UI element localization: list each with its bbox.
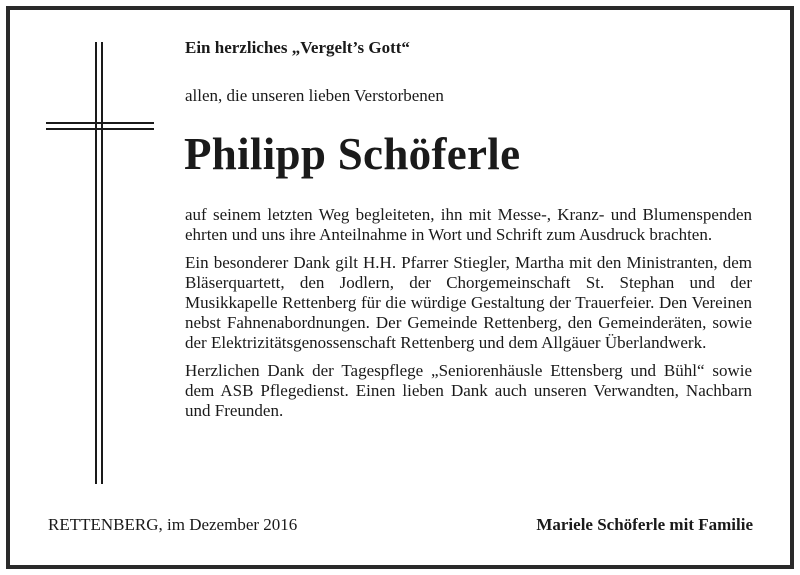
place-date: RETTENBERG, im Dezember 2016 (48, 515, 298, 534)
signature: Mariele Schöferle mit Familie (536, 515, 753, 534)
greeting-line: Ein herzliches „Vergelt’s Gott“ (185, 38, 410, 57)
intro-line: allen, die unseren lieben Verstorbenen (185, 86, 444, 105)
paragraph: Herzlichen Dank der Tagespflege „Seniorenhäusle Ettensberg und Bühl“ sowie dem ASB Pflegedienst. Einen lieben Dank auch unseren Verwandten, Nachbarn und Freunden. (185, 361, 752, 420)
thanks-text (185, 205, 752, 429)
paragraph: Ein besonderer Dank gilt H.H. Pfarrer Stiegler, Martha mit den Ministranten, dem Bläserquartett, den Jodlern, der Chorgemeinschaft St. Stephan und der Musikkapelle Rettenberg für die würdige Gestaltung der Trauerfeier. Den Vereinen nebst Fahnenabordnungen. Der Gemeinde Rettenberg, den Gemeinderäten, sowie der Elektrizitätsgenossenschaft Rettenberg und dem Allgäuer Überlandwerk. (185, 253, 752, 352)
cross-icon (46, 42, 156, 484)
deceased-name: Philipp Schöferle (184, 129, 521, 179)
paragraph: auf seinem letzten Weg begleiteten, ihn mit Messe-, Kranz- und Blumenspenden ehrten und uns ihre Anteilnahme in Wort und Schrift zum Ausdruck brachten. (185, 205, 752, 244)
